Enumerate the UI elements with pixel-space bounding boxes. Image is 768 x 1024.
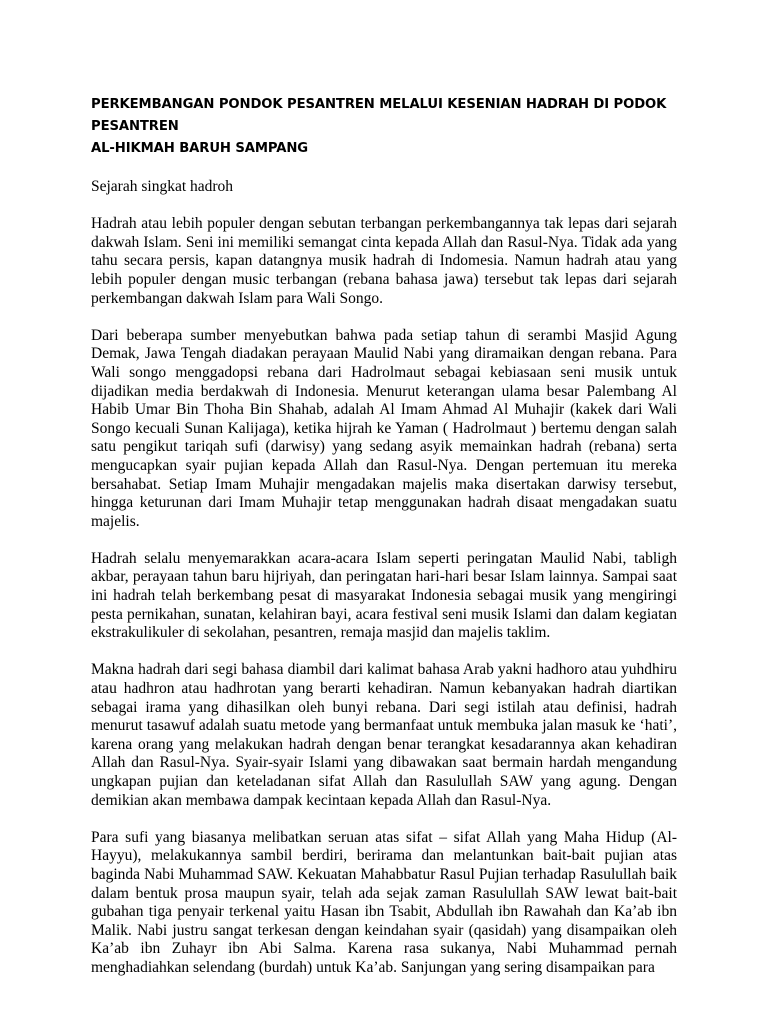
paragraph-4: Makna hadrah dari segi bahasa diambil dari kalimat bahasa Arab yakni hadhoro atau yuhdhiru atau hadhron atau hadhrotan yang berarti kehadiran. Namun kebanyakan hadrah diartikan sebagai irama yang dihasilkan oleh bunyi rebana. Dari segi istilah atau definisi, hadrah menurut tasawuf adalah suatu metode yang bermanfaat untuk membuka jalan masuk ke ‘hati’, karena orang yang melakukan hadrah dengan benar terangkat kesadarannya akan kehadiran Allah dan Rasul-Nya. Syair-syair Islami yang dibawakan saat bermain hardah mengandung ungkapan pujian dan keteladanan sifat Allah dan Rasulullah SAW yang agung. Dengan demikian akan membawa dampak kecintaan kepada Allah dan Rasul-Nya. (91, 661, 677, 809)
document-body (91, 94, 677, 996)
paragraph-3: Hadrah selalu menyemarakkan acara-acara Islam seperti peringatan Maulid Nabi, tabligh akbar, perayaan tahun baru hijriyah, dan peringatan hari-hari besar Islam lainnya. Sampai saat ini hadrah telah berkembang pesat di masyarakat Indonesia sebagai musik yang mengiringi pesta pernikahan, sunatan, kelahiran bayi, acara festival seni musik Islami dan dalam kegiatan ekstrakulikuler di sekolahan, pesantren, remaja masjid dan majelis taklim. (91, 549, 677, 642)
section-heading: Sejarah singkat hadroh (91, 178, 234, 195)
paragraph-1: Hadrah atau lebih populer dengan sebutan terbangan perkembangannya tak lepas dari sejarah dakwah Islam. Seni ini memiliki semangat cinta kepada Allah dan Rasul-Nya. Tidak ada yang tahu secara persis, kapan datangnya musik hadrah di Indomesia. Namun hadrah atau yang lebih populer dengan music terbangan (rebana bahasa jawa) tersebut tak lepas dari sejarah perkembangan dakwah Islam para Wali Songo. (91, 215, 677, 307)
paragraph-5: Para sufi yang biasanya melibatkan seruan atas sifat – sifat Allah yang Maha Hidup (Al-Hayyu), melakukannya sambil berdiri, berirama dan melantunkan bait-bait pujian atas baginda Nabi Muhammad SAW. Kekuatan Mahabbatur Rasul Pujian terhadap Rasulullah baik dalam bentuk prosa maupun syair, telah ada sejak zaman Rasulullah SAW lewat bait-bait gubahan tiga penyair terkenal yaitu Hasan ibn Tsabit, Abdullah ibn Rawahah dan Ka’ab ibn Malik. Nabi justru sangat terkesan dengan keindahan syair (qasidah) yang disampaikan oleh Ka’ab ibn Zuhayr ibn Abi Salma. Karena rasa sukanya, Nabi Muhammad pernah menghadiahkan selendang (burdah) untuk Ka’ab. Sanjungan yang sering disampaikan para (91, 828, 677, 976)
paragraph-2: Dari beberapa sumber menyebutkan bahwa pada setiap tahun di serambi Masjid Agung Demak, Jawa Tengah diadakan perayaan Maulid Nabi yang diramaikan dengan rebana. Para Wali songo menggadopsi rebana dari Hadrolmaut sebagai kebiasaan seni musik untuk dijadikan media berdakwah di Indonesia. Menurut keterangan ulama besar Palembang Al Habib Umar Bin Thoha Bin Shahab, adalah Al Imam Ahmad Al Muhajir (kakek dari Wali Songo kecuali Sunan Kalijaga), ketika hijrah ke Yaman ( Hadrolmaut ) bertemu dengan salah satu pengikut tariqah sufi (darwisy) yang sedang asyik memainkan hadrah (rebana) serta mengucapkan syair pujian kepada Allah dan Rasul-Nya. Dengan pertemuan itu mereka bersahabat. Setiap Imam Muhajir mengadakan majelis maka disertakan darwisy tersebut, hingga keturunan dari Imam Muhajir tetap menggunakan hadrah disaat mengadakan suatu majelis. (91, 326, 677, 530)
title-line-1: PERKEMBANGAN PONDOK PESANTREN MELALUI KESENIAN HADRAH DI PODOK PESANTREN (91, 97, 667, 134)
document-title (91, 94, 677, 160)
title-line-2: AL-HIKMAH BARUH SAMPANG (91, 141, 308, 156)
